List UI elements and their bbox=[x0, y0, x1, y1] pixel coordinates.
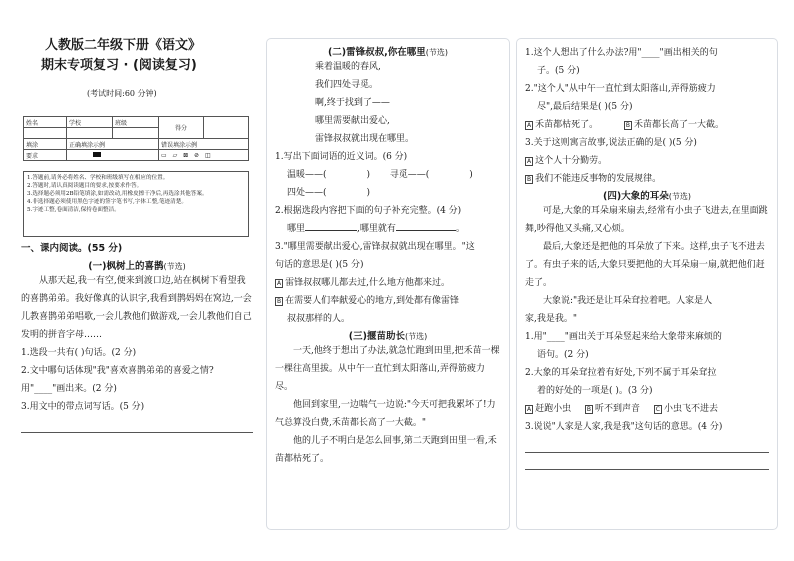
s4-q2-options[interactable]: A 赶跑小虫 B 听不到声音 C 小虫飞不进去 bbox=[527, 404, 718, 414]
s3-q2-options[interactable]: A 禾苗都枯死了。 B 禾苗都长高了一大截。 bbox=[527, 120, 725, 130]
s3-q3-option-b[interactable]: B 我们不能违反事物的发展规律。 bbox=[527, 174, 662, 184]
requirement-label: 要求 bbox=[24, 150, 67, 161]
answer-line-2[interactable] bbox=[525, 453, 769, 470]
note-5: 5.字迹工整,卷面清洁,保持卷面整洁。 bbox=[27, 207, 120, 213]
exam-time: (考试时间:60 分钟) bbox=[87, 89, 157, 98]
wrong-marks-icon: ▭ ▱ ⊠ ⊘ ◫ bbox=[161, 151, 213, 159]
s2-question-3b: 句话的意思是( )(5 分) bbox=[275, 260, 364, 270]
s1-question-2b: 用"____"画出来。(2 分) bbox=[21, 384, 117, 394]
poem: 乘着温暖的春风, 我们四处寻觅。 啊,终于找到了—— 哪里需要献出爱心, 雷锋叔叔就出现在哪里。 bbox=[315, 62, 415, 144]
s4-question-3: 3.说说"人家是人家,我是我"这句话的意思。(4 分) bbox=[525, 422, 723, 432]
note-2: 2.答题时,请认真阅读题目的要求,按要求作答。 bbox=[27, 183, 143, 189]
section-1-passage: 从那天起,我一有空,便来到渡口边,站在枫树下看望我的喜鹊弟弟。我好像真的认识字,我看到鹊妈妈在窝边,一会儿教喜鹊弟弟唱歌,一会儿教他们做游戏,一会儿教他们自己发明的拼音字母…… bbox=[21, 276, 252, 340]
section-2-title: (二)雷锋叔叔,你在哪里(节选) bbox=[327, 47, 449, 58]
note-3: 3.选择题必须用2B铅笔填涂,如需改动,用橡皮擦干净后,再选涂其他答案。 bbox=[27, 191, 208, 197]
section-1-title: (一)枫树上的喜鹊(节选) bbox=[88, 261, 186, 272]
answer-line[interactable] bbox=[21, 416, 253, 433]
s2-option-a[interactable]: A 雷锋叔叔哪儿都去过,什么地方他都来过。 bbox=[277, 278, 450, 288]
s1-question-1: 1.选段一共有( )句话。(2 分) bbox=[21, 348, 137, 358]
s2-question-3a: 3."哪里需要献出爱心,雷锋叔叔就出现在哪里。"这 bbox=[275, 242, 475, 252]
name-field[interactable] bbox=[24, 128, 67, 139]
s3-question-1a: 1.这个人想出了什么办法?用"____"画出相关的句 bbox=[525, 48, 718, 58]
filled-mark-icon bbox=[93, 152, 101, 157]
name-label: 姓名 bbox=[24, 117, 67, 128]
column-middle: (二)雷锋叔叔,你在哪里(节选) 乘着温暖的春风, 我们四处寻觅。 啊,终于找到了—— 哪里需要献出爱心, 雷锋叔叔就出现在哪里。 1.写出下面词语的近义词。(6 分) 温暖——( ) 寻觅——( ) 四处——( ) 2.根据选段内容把下面的句子补充完整。(4 分) 哪里 ,哪里就有 。 3."哪里需要献出爱心,雷锋叔叔就出现在哪里。"这 句话的意思是( )(5 分) A 雷锋叔叔哪儿都去过,什么地方他都来过。 B 在需要人们奉献爱心的地方,到处都有像雷锋 叔叔那样的人。 (三)揠苗助长(节选) 一天,他终于想出了办法,就急忙跑到田里,把禾苗一棵一棵往高里拔。从中午一直忙到太阳落山,弄得筋疲力尽。 他回到家里,一边喘气一边说:"今天可把我累坏了!力气总算没白费,禾苗都长高了一大截。" 他的儿子不明白是怎么回事,第二天跑到田里一看,禾苗都枯死了。 bbox=[266, 38, 510, 530]
s2-question-2: 2.根据选段内容把下面的句子补充完整。(4 分) bbox=[275, 206, 462, 216]
section-3-title: (三)揠苗助长(节选) bbox=[348, 331, 428, 342]
section-3-para-3: 他的儿子不明白是怎么回事,第二天跑到田里一看,禾苗都枯死了。 bbox=[275, 436, 497, 464]
correct-example: 正确填涂示例 bbox=[67, 139, 159, 150]
part-one-heading: 一、课内阅读。(55 分) bbox=[21, 243, 123, 254]
note-4: 4.非选择题必须使用黑色字迹的签字笔书写,字体工整,笔迹清楚。 bbox=[27, 199, 187, 205]
note-1: 1.答题前,请务必将姓名、学校和班级填写在相应的位置。 bbox=[27, 175, 169, 181]
section-4-para-1: 可是,大象的耳朵扇来扇去,经常有小虫子飞进去,在里面跳舞,吵得他又头痛,又心烦。 bbox=[525, 206, 768, 234]
s3-q3-option-a[interactable]: A 这个人十分勤劳。 bbox=[527, 156, 608, 166]
instructions-box bbox=[23, 171, 249, 237]
column-right: 1.这个人想出了什么办法?用"____"画出相关的句 子。(5 分) 2."这个人"从中午一直忙到太阳落山,弄得筋疲力 尽",最后结果是( )(5 分) A 禾苗都枯死了。 B 禾苗都长高了一大截。 3.关于这则寓言故事,说法正确的是( )(5 分) A 这个人十分勤劳。 B 我们不能违反事物的发展规律。 (四)大象的耳朵(节选) 可是,大象的耳朵扇来扇去,经常有小虫子飞进去,在里面跳舞,吵得他又头痛,又心烦。 最后,大象还是把他的耳朵放了下来。这样,虫子飞不进去了。有虫子来的话,大象只要把他的大耳朵扇一扇,就把他们赶走了。 大象说:"我还是让耳朵耷拉着吧。人家是人 家,我是我。" 1.用"____"画出关于耳朵竖起来给大象带来麻烦的 语句。(2 分) 2.大象的耳朵耷拉着有好处,下列不属于耳朵耷拉 着的好处的一项是( )。(3 分) A 赶跑小虫 B 听不到声音 C 小虫飞不进去 3.说说"人家是人家,我是我"这句话的意思。(4 分) bbox=[516, 38, 778, 530]
class-label: 班级 bbox=[112, 117, 158, 128]
section-4-para-3: 大象说:"我还是让耳朵耷拉着吧。人家是人 bbox=[543, 296, 713, 306]
synonym-row-2: 四处——( ) bbox=[287, 188, 371, 198]
exam-title: 人教版二年级下册《语文》 bbox=[45, 38, 202, 53]
school-label: 学校 bbox=[67, 117, 113, 128]
column-left bbox=[15, 30, 255, 530]
section-3-para-1: 一天,他终于想出了办法,就急忙跑到田里,把禾苗一棵一棵往高里拔。从中午一直忙到太阳落山,弄得筋疲力尽。 bbox=[275, 346, 500, 392]
fill-label: 填涂 bbox=[24, 139, 67, 150]
score-box[interactable] bbox=[204, 117, 249, 139]
s2-option-b[interactable]: B 在需要人们奉献爱心的地方,到处都有像雷锋 bbox=[277, 296, 459, 306]
wrong-example: 错误填涂示例 bbox=[159, 139, 249, 150]
student-info-table bbox=[23, 116, 249, 161]
s1-question-3: 3.用文中的带点词写话。(5 分) bbox=[21, 402, 145, 412]
synonym-row-1: 温暖——( ) 寻觅——( ) bbox=[287, 170, 473, 180]
exam-subtitle: 期末专项复习 · (阅读复习) bbox=[41, 58, 197, 73]
section-4-para-2: 最后,大象还是把他的耳朵放了下来。这样,虫子飞不进去了。有虫子来的话,大象只要把他的大耳朵扇一扇,就把他们赶走了。 bbox=[525, 242, 765, 288]
section-3-para-2: 他回到家里,一边喘气一边说:"今天可把我累坏了!力气总算没白费,禾苗都长高了一大截。" bbox=[275, 400, 496, 428]
s4-question-1a: 1.用"____"画出关于耳朵竖起来给大象带来麻烦的 bbox=[525, 332, 722, 342]
answer-line-1[interactable] bbox=[525, 436, 769, 453]
s1-question-2a: 2.文中哪句话体现"我"喜欢喜鹊弟弟的喜爱之情? bbox=[21, 366, 214, 376]
score-label: 得分 bbox=[159, 117, 204, 139]
s2-question-1: 1.写出下面词语的近义词。(6 分) bbox=[275, 152, 408, 162]
s4-question-2a: 2.大象的耳朵耷拉着有好处,下列不属于耳朵耷拉 bbox=[525, 368, 717, 378]
s3-question-3: 3.关于这则寓言故事,说法正确的是( )(5 分) bbox=[525, 138, 697, 148]
fill-sentence: 哪里 ,哪里就有 。 bbox=[275, 220, 501, 238]
s3-question-2a: 2."这个人"从中午一直忙到太阳落山,弄得筋疲力 bbox=[525, 84, 716, 94]
section-4-title: (四)大象的耳朵(节选) bbox=[603, 191, 691, 202]
